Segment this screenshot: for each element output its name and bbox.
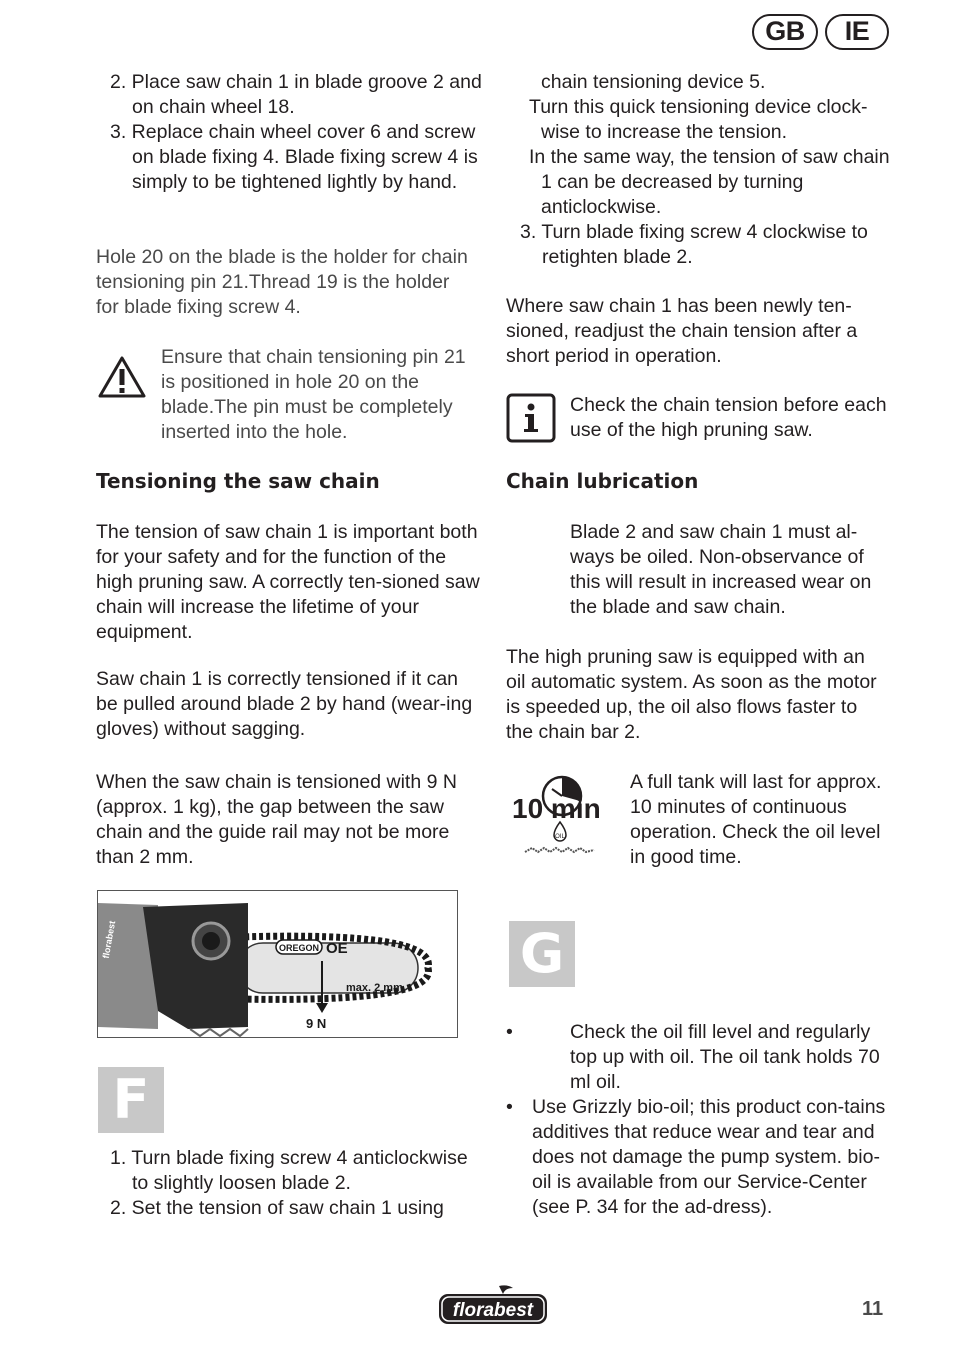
steps-right-list <box>506 220 891 270</box>
list-item: In the same way, the tension of saw chain 1 can be decreased by turning anticlockwise. <box>529 146 890 218</box>
list-item: 3. Replace chain wheel cover 6 and screw on blade fixing 4. Blade fixing screw 4 is simply to be tightened lightly by hand. <box>110 121 478 193</box>
list-item <box>506 1095 890 1220</box>
info-text: Check the chain tension before each use of the high pruning saw. <box>570 394 887 441</box>
tank-text: A full tank will last for approx. 10 minutes of continuous operation. Check the oil level in good time. <box>630 771 882 868</box>
info-icon <box>506 393 556 443</box>
figure-label-f: F <box>98 1067 164 1133</box>
list-item: 3. Turn blade fixing screw 4 clockwise to retighten blade 2. <box>520 221 868 268</box>
bullet-text: Use Grizzly bio-oil; this product con-tains additives that reduce wear and tear and does not damage the pump system. bio-oil is available from our Service-Center (see P. 34 for the ad-dress). <box>532 1096 886 1218</box>
warning-text: Ensure that chain tensioning pin 21 is positioned in hole 20 on the blade.The pin must be completely inserted into the hole. <box>161 346 466 443</box>
page-number: 11 <box>862 1298 884 1320</box>
paragraph: Where saw chain 1 has been newly ten-sioned, readjust the chain tension after a short period in operation. <box>506 295 858 367</box>
bullet-text: Check the oil fill level and regularly top up with oil. The oil tank holds 70 ml oil. <box>570 1021 880 1093</box>
list-item: 2. Place saw chain 1 in blade groove 2 and on chain wheel 18. <box>110 71 482 118</box>
timer-label: 10 min <box>512 793 601 824</box>
oil-timer-icon <box>510 772 605 864</box>
bullet-list <box>506 1020 890 1220</box>
florabest-logo <box>437 1284 549 1326</box>
hole-note: Hole 20 on the blade is the holder for chain tensioning pin 21.Thread 19 is the holder for blade fixing screw 4. <box>96 246 468 318</box>
steps-top-list <box>96 70 486 195</box>
list-item <box>506 1020 890 1095</box>
force-label: 9 N <box>306 1016 327 1031</box>
steps-bottom-list <box>96 1146 486 1221</box>
list-item: 2. Set the tension of saw chain 1 using <box>110 1197 444 1219</box>
warning-icon <box>98 355 146 399</box>
bullet-symbol: • <box>506 1096 513 1118</box>
paragraph: The tension of saw chain 1 is important both for your safety and for the function of the high pruning saw. A correctly ten-sioned saw chain will increase the lifetime of your equipment. <box>96 521 480 643</box>
brand-label: OREGON <box>278 943 320 953</box>
paragraph: The high pruning saw is equipped with an oil automatic system. As soon as the motor is speeded up, the oil also flows faster to the chain bar 2. <box>506 646 877 743</box>
list-item: Turn this quick tensioning device clock-wise to increase the tension. <box>529 96 868 143</box>
list-continuation: chain tensioning device 5. <box>541 71 766 93</box>
logo-text: florabest <box>452 1300 534 1321</box>
section-heading-tensioning: Tensioning the saw chain <box>96 469 380 493</box>
list-item: 1. Turn blade fixing screw 4 anticlockwise to slightly loosen blade 2. <box>110 1147 468 1194</box>
list-continuation <box>529 95 891 220</box>
paragraph: When the saw chain is tensioned with 9 N (approx. 1 kg), the gap between the saw chain and the guide rail may not be more than 2 mm. <box>96 771 457 868</box>
max-gap-label: max. 2 mm <box>346 982 403 994</box>
language-badge-ie: IE <box>825 14 889 50</box>
oil-label: OIL <box>555 834 565 840</box>
chain-tension-figure <box>97 890 458 1038</box>
paragraph: Saw chain 1 is correctly tensioned if it can be pulled around blade 2 by hand (wear-ing gloves) without sagging. <box>96 668 473 740</box>
language-badge-gb: GB <box>752 14 818 50</box>
bullet-symbol: • <box>506 1021 513 1043</box>
side-brand-label: florabest <box>100 920 118 960</box>
figure-label-g: G <box>509 921 575 987</box>
section-heading-lubrication: Chain lubrication <box>506 469 699 493</box>
oil-note: Blade 2 and saw chain 1 must al-ways be oiled. Non-observance of this will result in increased wear on the blade and saw chain. <box>570 521 872 618</box>
brand-label-2: OE <box>326 940 348 957</box>
